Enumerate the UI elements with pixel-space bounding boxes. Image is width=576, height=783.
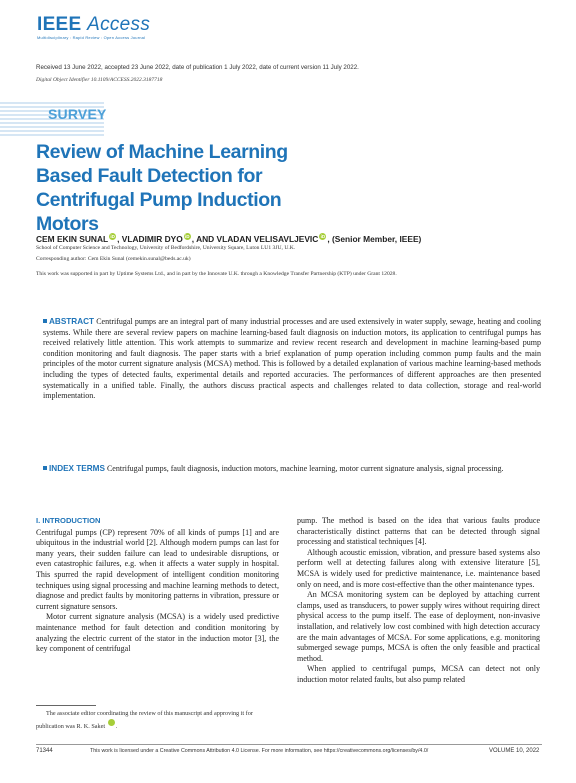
body-column-right (297, 516, 540, 686)
footnote-text: The associate editor coordinating the review of this manuscript and approving it for publication was R. K. Saket (36, 710, 253, 730)
category-label: SURVEY (48, 106, 107, 122)
author-suffix: , (Senior Member, IEEE) (327, 234, 422, 244)
orcid-icon[interactable]: iD (184, 234, 190, 239)
section-heading: I. INTRODUCTION (36, 516, 101, 525)
abstract (43, 317, 541, 402)
license-note[interactable]: This work is licensed under a Creative Commons Attribution 4.0 License. For more information, see https://creativecommons.org/licenses/by/4.0/ (90, 748, 429, 754)
index-terms (43, 464, 541, 475)
volume-label: VOLUME 10, 2022 (489, 748, 540, 754)
author-name: , VLADIMIR DYO (117, 234, 183, 244)
author-list (36, 233, 421, 244)
logo-main: IEEE (37, 14, 82, 35)
index-terms-text: Centrifugal pumps, fault diagnosis, induction motors, machine learning, motor current signature analysis, signal processing. (106, 464, 504, 473)
paragraph: Motor current signature analysis (MCSA) is a widely used predictive maintenance method for fault detection and condition monitoring by analyzing the electric current of the stator in the induction motor [3], the key component of centrifugal (36, 612, 279, 654)
footer-divider (36, 744, 542, 745)
abstract-text: Centrifugal pumps are an integral part of many industrial processes and are used extensively in water supply, sewage, heating and cooling systems. While there are several review papers on machine learning-based fault diagnosis on induction motors, its application to centrifugal pumps has received relatively little attention. This work attempts to summarize and review recent research and development in machine learning-based pump condition monitoring and fault diagnosis. The paper starts with a brief explanation of pump operation including common pump faults and the main principles of the motor current signature analysis (MCSA) method. This is followed by a detailed explanation of various machine learning-based methods including the types of detected faults, experimental details and reported accuracies. The performances of different approaches are then presented systematically in a unified table. Finally, the authors discuss practical aspects and challenges related to data collection, storage and real-world implementation. (43, 317, 542, 401)
corresponding-author: Corresponding author: Cem Ekin Sunal (cemekin.sunal@beds.ac.uk) (36, 256, 191, 262)
bullet-square-icon (43, 319, 47, 323)
paper-title: Review of Machine Learning Based Fault Detection for Centrifugal Pump Induction Motors (36, 141, 288, 235)
paragraph: Centrifugal pumps (CP) represent 70% of all kinds of pumps [1] and are ubiquitous in the industrial world [2]. Although modern pumps can last for many years, their sudden failure can lead to undesirable disruptions, or even catastrophic failures, e.g. when it affects a water supply in hospital. This spurred the rapid development of intelligent condition monitoring techniques using signal processing and machine learning methods to detect, diagnose and predict faults by monitoring patterns in vibration, pressure or current signature sensors. (36, 527, 279, 611)
paragraph: An MCSA monitoring system can be deployed by attaching current clamps, used as transducers, to power supply wires without requiring direct physical access to the pump itself. The ease of deployment, non-invasive installation, and relatively low cost combined with high detection accuracy are the main advantages of MCSA. For some applications, e.g. monitoring submerged sewage pumps, MCSA is often the only feasible and practical method. (297, 590, 540, 663)
footnote: The associate editor coordinating the review of this manuscript and approving it for publication was R. K. Saket iD. (36, 710, 253, 730)
index-terms-label: INDEX TERMS (49, 464, 105, 473)
doi-line: Digital Object Identifier 10.1109/ACCESS.2022.3187718 (36, 77, 163, 83)
received-dates: Received 13 June 2022, accepted 23 June 2022, date of publication 1 July 2022, date of current version 11 July 2022. (36, 64, 359, 71)
paragraph: pump. The method is based on the idea that various faults produce characteristically distinct patterns that can be detected through signal processing and statistical techniques [4]. (297, 516, 540, 547)
affiliation: School of Computer Science and Technology, University of Bedfordshire, University Square, Luton LU1 3JU, U.K. (36, 245, 296, 251)
paragraph: When applied to centrifugal pumps, MCSA can detect not only induction motor related faults, but also pump related (297, 664, 540, 684)
logo-access: Access (87, 14, 151, 35)
logo-tagline: Multidisciplinary : Rapid Review : Open Access Journal (37, 35, 146, 40)
page-number: 71344 (36, 748, 53, 754)
abstract-label: ABSTRACT (49, 317, 95, 326)
journal-logo (37, 14, 150, 36)
body-column-left (36, 516, 279, 655)
author-name: , AND VLADAN VELISAVLJEVIC (191, 234, 319, 244)
footnote-divider (36, 705, 96, 706)
funding-note: This work was supported in part by Uptime Systems Ltd., and in part by the Innovate U.K. through a Knowledge Transfer Partnership (KTP) under Grant 12028. (36, 271, 397, 277)
bullet-square-icon (43, 466, 47, 470)
orcid-icon[interactable]: iD (110, 234, 115, 239)
orcid-icon[interactable]: iD (108, 719, 115, 726)
orcid-icon[interactable]: iD (320, 234, 326, 239)
paragraph: Although acoustic emission, vibration, and pressure based systems also perform well at detecting failures along with extensive literature [5], MCSA is widely used for predictive maintenance, i.e. maintenance based only on need, and is more cost-effective than the other maintenance types. (297, 547, 540, 589)
author-name: CEM EKIN SUNAL (36, 234, 109, 244)
